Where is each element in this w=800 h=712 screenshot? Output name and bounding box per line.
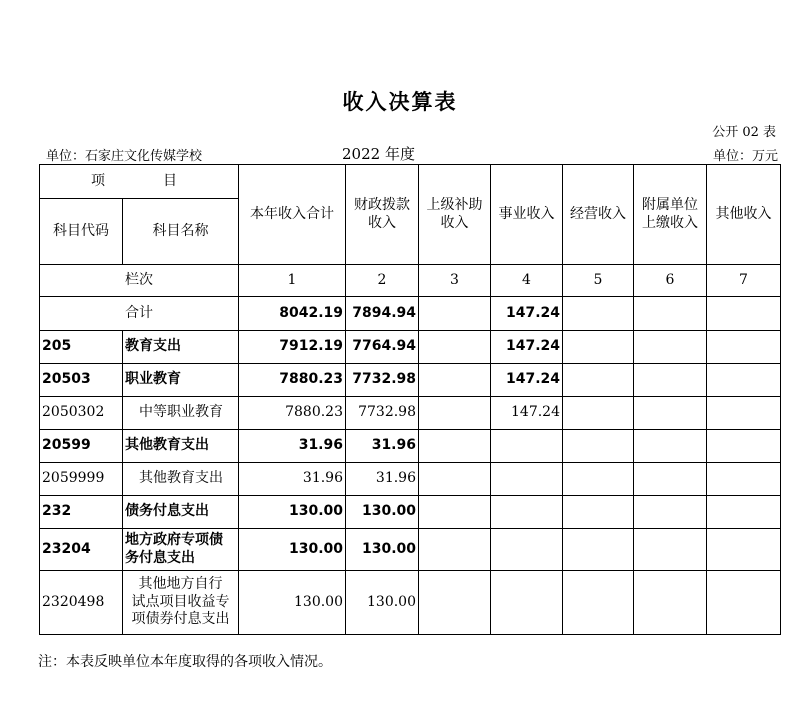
row-affiliated bbox=[634, 430, 707, 463]
row-fiscal: 130.00 bbox=[346, 496, 419, 529]
row-superior bbox=[419, 364, 491, 397]
header-name: 科目名称 bbox=[123, 199, 239, 265]
table-row bbox=[40, 364, 781, 397]
row-fiscal: 130.00 bbox=[346, 529, 419, 571]
header-fiscal-line2: 收入 bbox=[368, 214, 396, 231]
row-fiscal: 7764.94 bbox=[346, 331, 419, 364]
row-operating bbox=[563, 496, 634, 529]
table-row bbox=[40, 529, 781, 571]
row-name-line2: 务付息支出 bbox=[125, 549, 195, 566]
row-other bbox=[707, 331, 781, 364]
row-other bbox=[707, 529, 781, 571]
header-item: 项 目 bbox=[40, 165, 239, 199]
header-row-1 bbox=[40, 165, 781, 199]
total-row bbox=[40, 297, 781, 331]
total-affiliated bbox=[634, 297, 707, 331]
row-superior bbox=[419, 463, 491, 496]
row-operating bbox=[563, 430, 634, 463]
col-index-2: 2 bbox=[346, 265, 419, 297]
row-name-line1: 地方政府专项债 bbox=[125, 531, 223, 548]
row-code: 2059999 bbox=[40, 463, 123, 496]
row-name bbox=[123, 571, 239, 635]
column-index-row bbox=[40, 265, 781, 297]
row-business bbox=[491, 430, 563, 463]
header-other: 其他收入 bbox=[707, 165, 781, 265]
row-superior bbox=[419, 331, 491, 364]
row-total: 7880.23 bbox=[239, 397, 346, 430]
header-superior bbox=[419, 165, 491, 265]
row-name: 其他教育支出 bbox=[123, 430, 239, 463]
row-other bbox=[707, 571, 781, 635]
row-name: 教育支出 bbox=[123, 331, 239, 364]
row-name: 职业教育 bbox=[123, 364, 239, 397]
table-row bbox=[40, 463, 781, 496]
row-total: 7880.23 bbox=[239, 364, 346, 397]
row-business bbox=[491, 529, 563, 571]
row-name: 债务付息支出 bbox=[123, 496, 239, 529]
header-code: 科目代码 bbox=[40, 199, 123, 265]
col-index-label: 栏次 bbox=[40, 265, 239, 297]
row-affiliated bbox=[634, 571, 707, 635]
row-total: 31.96 bbox=[239, 430, 346, 463]
col-index-7: 7 bbox=[707, 265, 781, 297]
col-index-1: 1 bbox=[239, 265, 346, 297]
form-number: 公开 02 表 bbox=[712, 125, 776, 140]
row-name: 中等职业教育 bbox=[123, 397, 239, 430]
row-business bbox=[491, 496, 563, 529]
col-index-6: 6 bbox=[634, 265, 707, 297]
row-code: 232 bbox=[40, 496, 123, 529]
total-fiscal: 7894.94 bbox=[346, 297, 419, 331]
row-affiliated bbox=[634, 397, 707, 430]
income-table bbox=[39, 164, 781, 635]
header-affiliated-line2: 上缴收入 bbox=[642, 214, 698, 231]
row-fiscal: 31.96 bbox=[346, 463, 419, 496]
row-operating bbox=[563, 463, 634, 496]
footnote: 注：本表反映单位本年度取得的各项收入情况。 bbox=[38, 654, 332, 670]
row-other bbox=[707, 397, 781, 430]
row-affiliated bbox=[634, 463, 707, 496]
row-total: 130.00 bbox=[239, 571, 346, 635]
row-superior bbox=[419, 397, 491, 430]
header-superior-line1: 上级补助 bbox=[426, 196, 483, 213]
row-operating bbox=[563, 397, 634, 430]
row-operating bbox=[563, 364, 634, 397]
row-total: 130.00 bbox=[239, 496, 346, 529]
row-affiliated bbox=[634, 496, 707, 529]
row-code: 20599 bbox=[40, 430, 123, 463]
total-label: 合计 bbox=[40, 297, 239, 331]
row-superior bbox=[419, 430, 491, 463]
row-name-line3: 项债券付息支出 bbox=[131, 611, 230, 628]
header-operating: 经营收入 bbox=[563, 165, 634, 265]
header-affiliated bbox=[634, 165, 707, 265]
total-operating bbox=[563, 297, 634, 331]
row-code: 205 bbox=[40, 331, 123, 364]
row-fiscal: 130.00 bbox=[346, 571, 419, 635]
header-business: 事业收入 bbox=[491, 165, 563, 265]
row-other bbox=[707, 463, 781, 496]
reporting-unit: 单位：石家庄文化传媒学校 bbox=[46, 149, 203, 164]
row-fiscal: 7732.98 bbox=[346, 364, 419, 397]
row-business: 147.24 bbox=[491, 397, 563, 430]
row-code: 2050302 bbox=[40, 397, 123, 430]
report-year: 2022 年度 bbox=[342, 145, 415, 163]
row-total: 130.00 bbox=[239, 529, 346, 571]
col-index-3: 3 bbox=[419, 265, 491, 297]
row-business: 147.24 bbox=[491, 364, 563, 397]
row-name bbox=[123, 529, 239, 571]
table-row bbox=[40, 397, 781, 430]
row-name-line1: 其他地方自行 bbox=[138, 575, 223, 592]
header-fiscal bbox=[346, 165, 419, 265]
row-business: 147.24 bbox=[491, 331, 563, 364]
table-row bbox=[40, 331, 781, 364]
currency-unit: 单位：万元 bbox=[712, 149, 778, 164]
col-index-4: 4 bbox=[491, 265, 563, 297]
header-fiscal-line1: 财政拨款 bbox=[354, 196, 410, 213]
row-other bbox=[707, 364, 781, 397]
row-business bbox=[491, 571, 563, 635]
row-code: 20503 bbox=[40, 364, 123, 397]
row-affiliated bbox=[634, 364, 707, 397]
row-affiliated bbox=[634, 529, 707, 571]
row-total: 7912.19 bbox=[239, 331, 346, 364]
row-affiliated bbox=[634, 331, 707, 364]
row-name-line2: 试点项目收益专 bbox=[131, 593, 230, 610]
row-superior bbox=[419, 496, 491, 529]
row-operating bbox=[563, 529, 634, 571]
row-name: 其他教育支出 bbox=[123, 463, 239, 496]
row-superior bbox=[419, 571, 491, 635]
header-superior-line2: 收入 bbox=[440, 214, 469, 231]
table-row bbox=[40, 430, 781, 463]
total-business: 147.24 bbox=[491, 297, 563, 331]
row-fiscal: 31.96 bbox=[346, 430, 419, 463]
row-operating bbox=[563, 331, 634, 364]
row-code: 23204 bbox=[40, 529, 123, 571]
row-other bbox=[707, 430, 781, 463]
row-fiscal: 7732.98 bbox=[346, 397, 419, 430]
table-row bbox=[40, 496, 781, 529]
header-affiliated-line1: 附属单位 bbox=[642, 196, 698, 213]
row-code: 2320498 bbox=[40, 571, 123, 635]
table-row bbox=[40, 571, 781, 635]
page-title: 收入决算表 bbox=[342, 90, 458, 114]
row-other bbox=[707, 496, 781, 529]
total-other bbox=[707, 297, 781, 331]
total-superior bbox=[419, 297, 491, 331]
row-operating bbox=[563, 571, 634, 635]
row-business bbox=[491, 463, 563, 496]
header-total: 本年收入合计 bbox=[239, 165, 346, 265]
row-total: 31.96 bbox=[239, 463, 346, 496]
total-sum: 8042.19 bbox=[239, 297, 346, 331]
col-index-5: 5 bbox=[563, 265, 634, 297]
row-superior bbox=[419, 529, 491, 571]
